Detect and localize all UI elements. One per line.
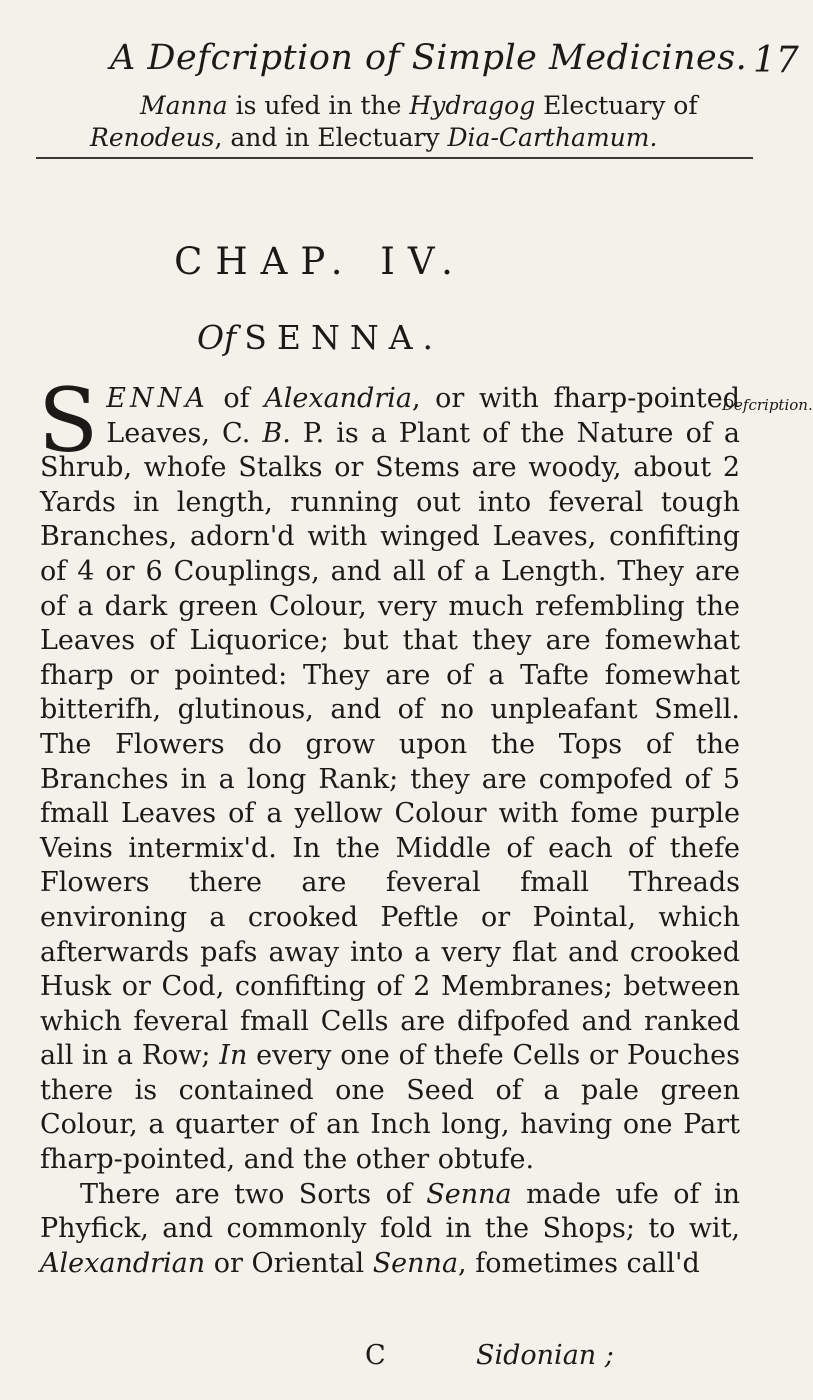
paragraph-senna-sorts: There are two Sorts of Senna made ufe of in Phyfick, and commonly fold in the Shops; to wit, Alexandrian or Oriental Senna, fometimes call'd: [40, 1178, 740, 1279]
subtitle-name: SENNA.: [244, 318, 444, 357]
body-text: [38, 369, 740, 1281]
continuation-text: [60, 90, 740, 154]
running-title: [110, 38, 748, 78]
drop-cap: S: [38, 369, 99, 472]
running-title-text: A Defcription of Simple Medicines.: [110, 38, 748, 78]
page-number: 17: [753, 40, 799, 81]
margin-note: Defcription.: [722, 396, 813, 414]
chapter-title: CHAP. IV.: [174, 240, 466, 283]
section-divider: [36, 157, 753, 159]
subtitle-of: Of: [196, 318, 237, 357]
paragraph-senna-description: SENNA of Alexandria, or with fharp-pointed Leaves, C. B. P. is a Plant of the Nature of a Shrub, whofe Stalks or Stems are woody, about 2 Yards in length, running out into feveral tough Branches, adorn'd with winged Leaves, confifting of 4 or 6 Couplings, and all of a Length. They are of a dark green Colour, very much refembling the Leaves of Liquorice; but that they are fomewhat fharp or pointed: They are of a Tafte fomewhat bitterifh, glutinous, and of no unpleafant Smell. The Flowers do grow upon the Tops of the Branches in a long Rank; they are compofed of 5 fmall Leaves of a yellow Colour with fome purple Veins intermix'd. In the Middle of each of thefe Flowers there are feveral fmall Threads environing a crooked Peftle or Pointal, which afterwards pafs away into a very flat and crooked Husk or Cod, confifting of 2 Membranes; between which feveral fmall Cells are difpofed and ranked all in a Row; In every one of thefe Cells or Pouches there is contained one Seed of a pale green Colour, a quarter of an Inch long, having one Part fharp-pointed, and the other obtufe.: [38, 369, 740, 1176]
signature-mark: C: [365, 1340, 386, 1371]
continuation-line-2: Renodeus, and in Electuary Dia-Carthamum.: [90, 123, 658, 152]
catchword: Sidonian ;: [476, 1340, 614, 1371]
continuation-line-1: Manna is ufed in the Hydragog Electuary of: [140, 91, 698, 120]
chapter-subtitle: [0, 318, 640, 357]
